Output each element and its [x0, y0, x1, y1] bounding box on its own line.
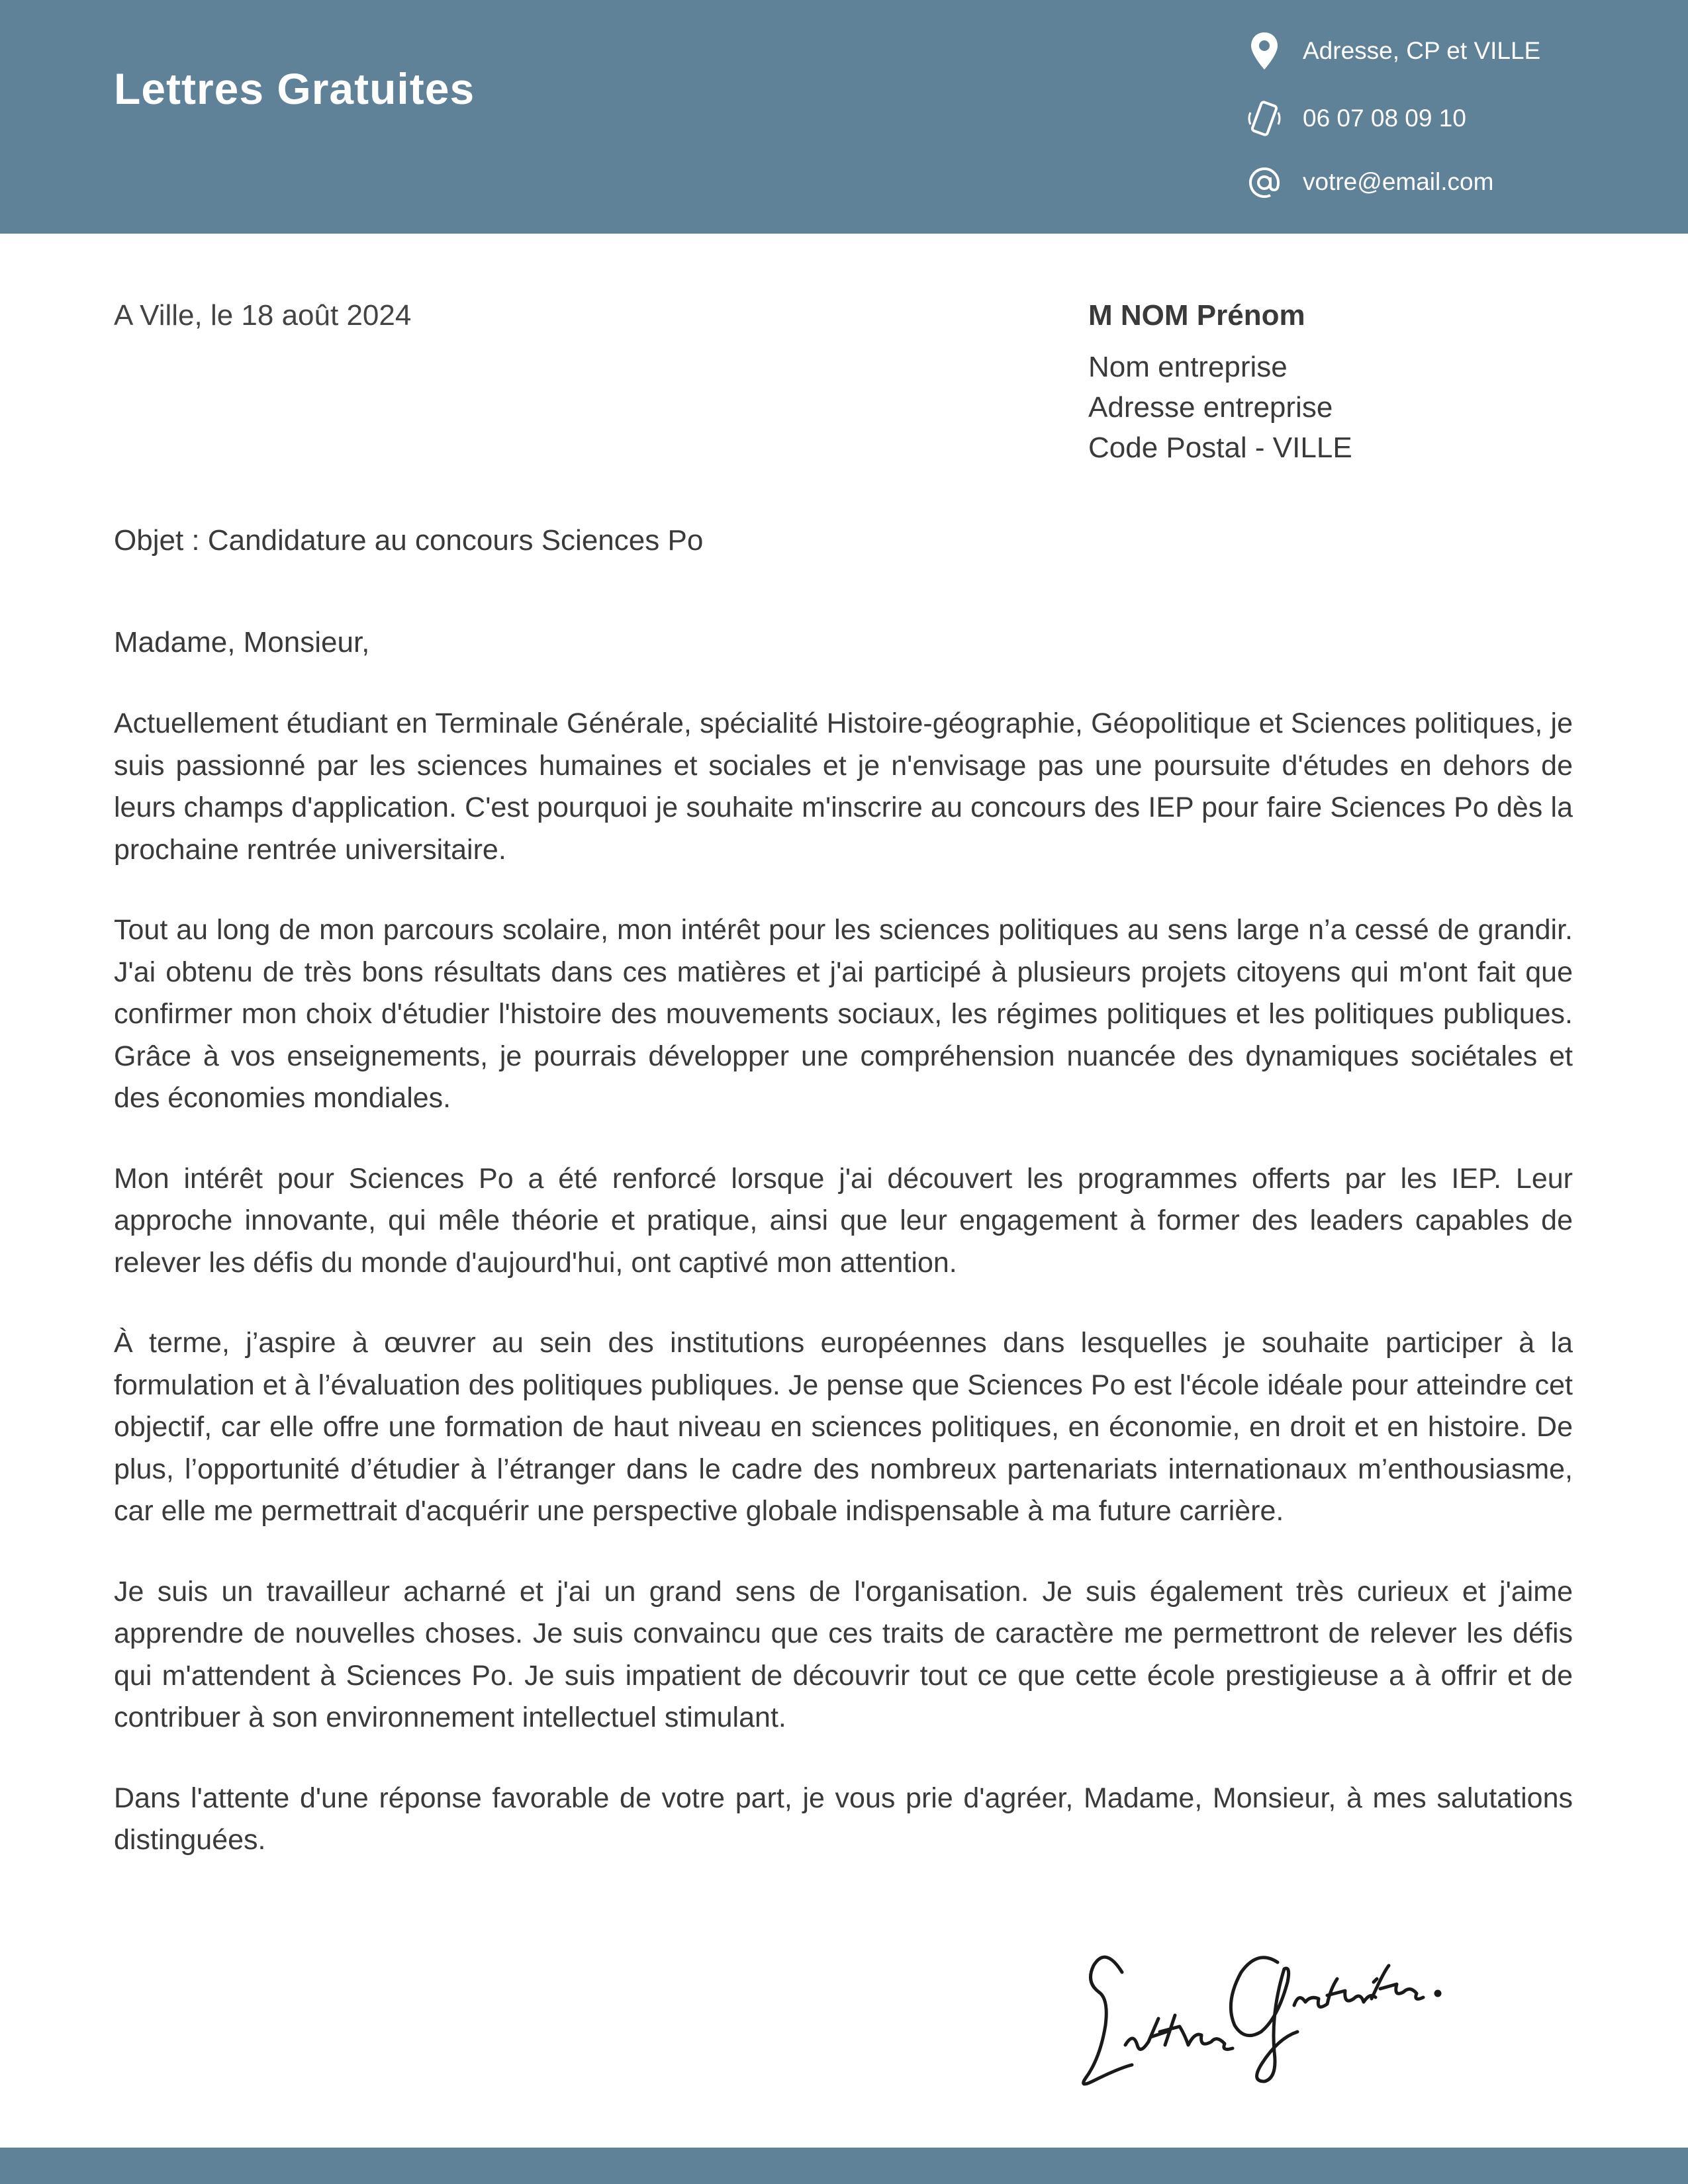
at-sign-icon: [1244, 161, 1284, 204]
body-paragraph: Mon intérêt pour Sciences Po a été renforcé lorsque j'ai découvert les programmes offerts par les IEP. Leur approche innovante, qui mêle théorie et pratique, ainsi que leur engagement à former des leaders capables de relever les défis du monde d'aujourd'hui, ont captivé mon attention.: [114, 1162, 1573, 1279]
location-pin-icon: [1244, 30, 1284, 73]
recipient-city: Code Postal - VILLE: [1088, 432, 1352, 464]
letter-subject: Objet : Candidature au concours Sciences Po: [114, 524, 704, 557]
contact-address: [1244, 25, 1668, 78]
handwritten-signature: [1059, 1919, 1456, 2105]
letter-body: [114, 703, 1573, 1900]
letter-date: A Ville, le 18 août 2024: [114, 299, 412, 332]
body-paragraph: Je suis un travailleur acharné et j'ai un grand sens de l'organisation. Je suis également très curieux et j'aime apprendre de nouvelles choses. Je suis convaincu que ces traits de caractère me permettront de relever les défis qui m'attendent à Sciences Po. Je suis impatient de découvrir tout ce que cette école prestigieuse a à offrir et de contribuer à son environnement intellectuel stimulant.: [114, 1575, 1573, 1733]
footer-band: [0, 2148, 1688, 2184]
contact-email: [1244, 156, 1668, 209]
contact-phone: [1244, 93, 1668, 146]
phone-icon: [1244, 98, 1284, 140]
header-banner: [0, 0, 1688, 234]
recipient-block: [1088, 299, 1618, 468]
signature-drawing: [1059, 1919, 1456, 2105]
email-text: votre@email.com: [1303, 168, 1494, 195]
recipient-company: Nom entreprise: [1088, 351, 1288, 383]
body-paragraph: Dans l'attente d'une réponse favorable de votre part, je vous prie d'agréer, Madame, Monsieur, à mes salutations distinguées.: [114, 1782, 1573, 1856]
body-paragraph: Actuellement étudiant en Terminale Générale, spécialité Histoire-géographie, Géopolitique et Sciences politiques, je suis passionné par les sciences humaines et sociales et je n'envisage pas une poursuite d'études en dehors de leurs champs d'application. C'est pourquoi je souhaite m'inscrire au concours des IEP pour faire Sciences Po dès la prochaine rentrée universitaire.: [114, 707, 1573, 866]
address-text: Adresse, CP et VILLE: [1303, 37, 1541, 64]
phone-text: 06 07 08 09 10: [1303, 105, 1466, 132]
brand-title: Lettres Gratuites: [114, 64, 475, 113]
body-paragraph: Tout au long de mon parcours scolaire, mon intérêt pour les sciences politiques au sens large n’a cessé de grandir. J'ai obtenu de très bons résultats dans ces matières et j'ai participé à plusieurs projets citoyens qui m'ont fait que confirmer mon choix d'étudier l'histoire des mouvements sociaux, les régimes politiques et les politiques publiques. Grâce à vos enseignements, je pourrais développer une compréhension nuancée des dynamiques sociétales et des économies mondiales.: [114, 914, 1573, 1114]
body-paragraph: À terme, j’aspire à œuvrer au sein des institutions européennes dans lesquelles je souhaite participer à la formulation et à l’évaluation des politiques publiques. Je pense que Sciences Po est l'école idéale pour atteindre cet objectif, car elle offre une formation de haut niveau en sciences politiques, en économie, en droit et en histoire. De plus, l’opportunité d’étudier à l’étranger dans le cadre des nombreux partenariats internationaux m’enthousiasme, car elle me permettrait d'acquérir une perspective globale indispensable à ma future carrière.: [114, 1327, 1573, 1527]
recipient-address: Adresse entreprise: [1088, 391, 1333, 424]
letter-greeting: Madame, Monsieur,: [114, 626, 370, 659]
recipient-name: M NOM Prénom: [1088, 299, 1305, 332]
